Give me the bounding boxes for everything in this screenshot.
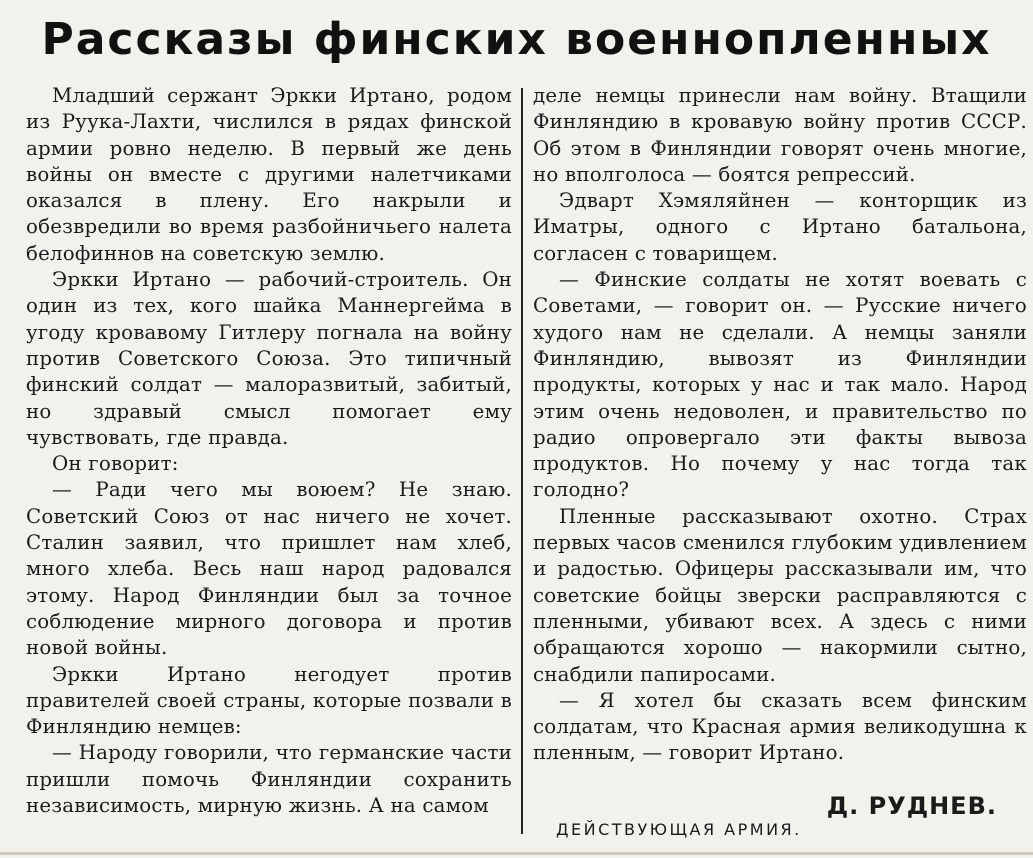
paragraph: — Финские солдаты не хотят воевать с Советами, — говорит он. — Русские ничего худого нам не сделали. А немцы заняли Финляндию, вывозят из Финляндии продукты, которых у нас и так мало. Народ этим очень недоволен, и правительство по радио опровергало эти факты вывоза продуктов. Но почему у нас тогда так голодно? <box>533 268 1027 502</box>
bottom-divider <box>0 852 1033 855</box>
paragraph: — Я хотел бы сказать всем финским солдатам, что Красная армия великодушна к пленным, — говорит Иртано. <box>533 688 1027 765</box>
column-divider <box>521 88 523 834</box>
article-headline: Рассказы финских военнопленных <box>41 14 992 65</box>
paragraph: Младший сержант Эркки Иртано, родом из Руука-Лахти, числился в рядах финской армии ровно неделю. В первый же день войны он вместе с другими налетчиками оказался в плену. Его накрыли и обезвредили во время разбойничьего налета белофиннов на советскую землю. <box>26 84 512 265</box>
paragraph: Эркки Иртано — рабочий-строитель. Он один из тех, кого шайка Маннергейма в угоду кровавому Гитлеру погнала на войну против Советского Союза. Это типичный финский солдат — малоразвитый, забитый, но здравый смысл помогает ему чувствовать, где правда. <box>26 268 512 449</box>
paragraph: — Ради чего мы воюем? Не знаю. Советский Союз от нас ничего не хочет. Сталин заявил, что пришлет нам хлеб, много хлеба. Весь наш народ радовался этому. Народ Финляндии был за точное соблюдение мирного договора и против новой войны. <box>26 478 512 660</box>
paragraph: Эркки Иртано негодует против правителей своей страны, которые позвали в Финляндию немцев: <box>26 662 512 739</box>
paragraph: Эдварт Хэмяляйнен — конторщик из Иматры, одного с Иртано батальона, согласен с товарищем. <box>533 189 1027 265</box>
paragraph: — Народу говорили, что германские части пришли помочь Финляндии сохранить независимость, мирную жизнь. А на самом <box>26 741 512 818</box>
paragraph: Он говорит: <box>52 452 179 476</box>
dateline-location: ДЕЙСТВУЮЩАЯ АРМИЯ. <box>556 820 802 839</box>
paragraph: Пленные рассказывают охотно. Страх первых часов сменился глубоким удивлением и радостью. Офицеры рассказывали им, что советские бойцы зверски расправляются с пленными, убивают всех. А здесь с ними обращаются хорошо — накормили сытно, снабдили папиросами. <box>533 504 1027 686</box>
left-column <box>26 83 512 819</box>
paragraph: деле немцы принесли нам войну. Втащили Финляндию в кровавую войну против СССР. Об этом в Финляндии говорят очень многие, но вполголоса — боятся репрессий. <box>533 84 1027 186</box>
author-signature: Д. РУДНЕВ. <box>826 792 997 820</box>
right-column <box>533 83 1027 767</box>
